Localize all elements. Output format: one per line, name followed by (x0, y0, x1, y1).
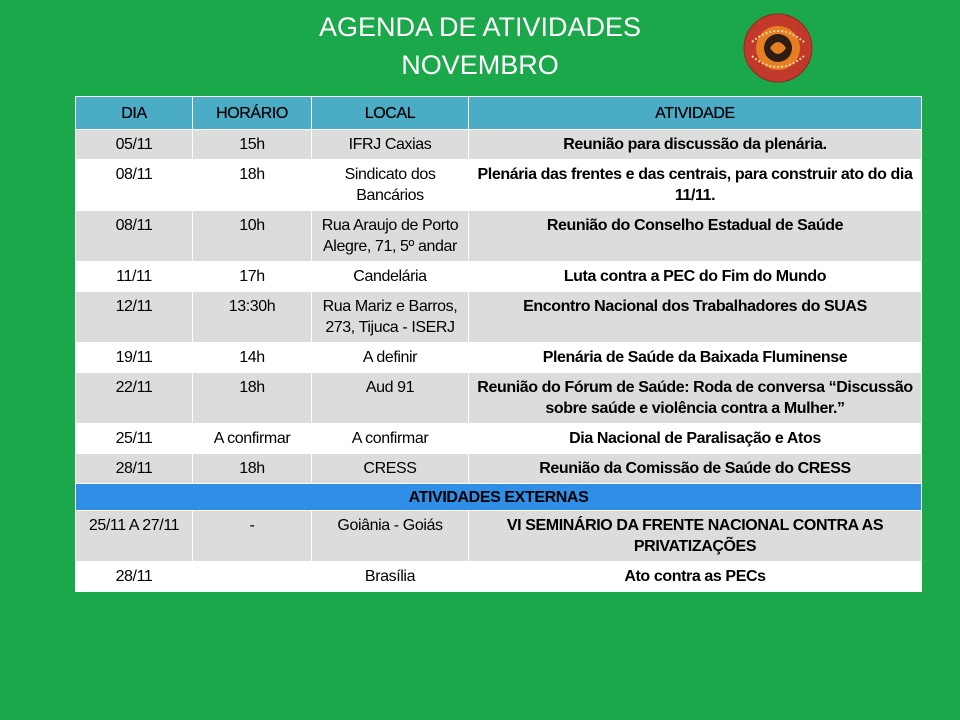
cell-horario: 18h (193, 373, 312, 424)
column-header-horario: HORÁRIO (193, 97, 312, 130)
column-header-dia: DIA (76, 97, 193, 130)
title-line-2: NOVEMBRO (401, 50, 559, 80)
cell-atividade: Reunião do Fórum de Saúde: Roda de conversa “Discussão sobre saúde e violência contra a Mulher.” (469, 373, 922, 424)
cell-local: A definir (312, 343, 469, 373)
cell-local: A confirmar (312, 424, 469, 454)
cell-dia: 12/11 (76, 292, 193, 343)
cell-horario: 14h (193, 343, 312, 373)
cell-horario: 18h (193, 160, 312, 211)
cell-atividade: Luta contra a PEC do Fim do Mundo (469, 262, 922, 292)
table-row (76, 511, 922, 562)
cell-dia: 28/11 (76, 454, 193, 484)
cell-horario: 17h (193, 262, 312, 292)
table-row (76, 292, 922, 343)
cell-atividade: Plenária das frentes e das centrais, para construir ato do dia 11/11. (469, 160, 922, 211)
table-row (76, 454, 922, 484)
cell-dia: 28/11 (76, 562, 193, 592)
table-row (76, 211, 922, 262)
table-row (76, 424, 922, 454)
table-row (76, 373, 922, 424)
cell-dia: 05/11 (76, 130, 193, 160)
agenda-table (75, 96, 922, 592)
table-row (76, 343, 922, 373)
cell-atividade: Reunião para discussão da plenária. (469, 130, 922, 160)
cell-atividade: Encontro Nacional dos Trabalhadores do SUAS (469, 292, 922, 343)
cell-local: IFRJ Caxias (312, 130, 469, 160)
cell-atividade: VI SEMINÁRIO DA FRENTE NACIONAL CONTRA AS PRIVATIZAÇÕES (469, 511, 922, 562)
cell-local: Sindicato dos Bancários (312, 160, 469, 211)
cell-atividade: Plenária de Saúde da Baixada Fluminense (469, 343, 922, 373)
cell-local: Rua Mariz e Barros, 273, Tijuca - ISERJ (312, 292, 469, 343)
cell-dia: 11/11 (76, 262, 193, 292)
cell-local: CRESS (312, 454, 469, 484)
cell-horario: 18h (193, 454, 312, 484)
cell-local: Brasília (312, 562, 469, 592)
table-header-row (76, 97, 922, 130)
organization-logo (742, 12, 814, 84)
cell-horario: - (193, 511, 312, 562)
table-row (76, 130, 922, 160)
cell-dia: 19/11 (76, 343, 193, 373)
cell-horario: 15h (193, 130, 312, 160)
title-line-1: AGENDA DE ATIVIDADES (318, 12, 642, 42)
cell-dia: 08/11 (76, 160, 193, 211)
cell-horario: A confirmar (193, 424, 312, 454)
cell-local: Candelária (312, 262, 469, 292)
cell-horario: 13:30h (193, 292, 312, 343)
table-row (76, 562, 922, 592)
cell-dia: 25/11 A 27/11 (76, 511, 193, 562)
cell-horario (193, 562, 312, 592)
table-row (76, 160, 922, 211)
cell-local: Rua Araujo de Porto Alegre, 71, 5º andar (312, 211, 469, 262)
section-title: ATIVIDADES EXTERNAS (76, 484, 922, 511)
cell-atividade: Ato contra as PECs (469, 562, 922, 592)
table-row (76, 262, 922, 292)
cell-atividade: Dia Nacional de Paralisação e Atos (469, 424, 922, 454)
cell-atividade: Reunião do Conselho Estadual de Saúde (469, 211, 922, 262)
cell-dia: 08/11 (76, 211, 193, 262)
cell-horario: 10h (193, 211, 312, 262)
cell-dia: 25/11 (76, 424, 193, 454)
section-header-row (76, 484, 922, 511)
cell-local: Goiânia - Goiás (312, 511, 469, 562)
cell-local: Aud 91 (312, 373, 469, 424)
column-header-local: LOCAL (312, 97, 469, 130)
column-header-atividade: ATIVIDADE (469, 97, 922, 130)
cell-dia: 22/11 (76, 373, 193, 424)
page-title (0, 8, 960, 84)
cell-atividade: Reunião da Comissão de Saúde do CRESS (469, 454, 922, 484)
